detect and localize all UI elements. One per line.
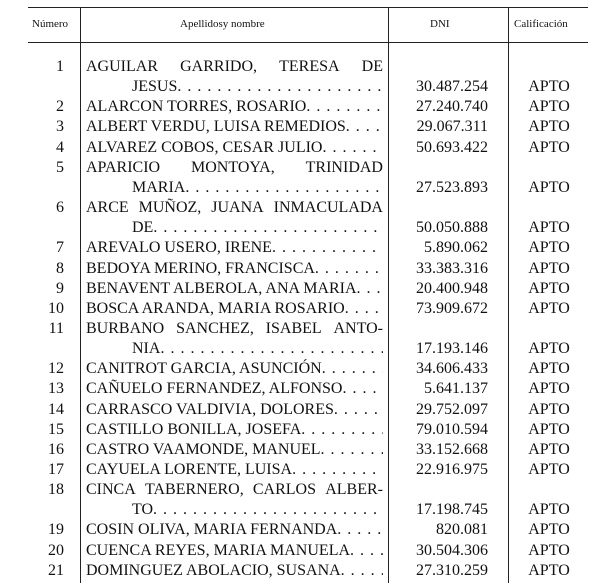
row-name-text: BEDOYA MERINO, FRANCISCA xyxy=(86,259,315,277)
leader-dots xyxy=(177,77,383,97)
row-name-line: APARICIO MONTOYA, TRINIDAD xyxy=(86,158,383,176)
leader-dots xyxy=(350,541,383,561)
leader-dots xyxy=(342,379,383,399)
table-header-rule xyxy=(28,42,588,43)
row-dni: 79.010.594 xyxy=(416,420,488,438)
row-calificacion: APTO xyxy=(528,138,570,156)
row-calificacion: APTO xyxy=(528,98,570,116)
row-calificacion: APTO xyxy=(528,380,570,398)
row-calificacion: APTO xyxy=(528,299,570,317)
row-dni: 33.152.668 xyxy=(416,440,488,458)
row-name-text: CASTILLO BONILLA, JOSEFA xyxy=(86,420,302,438)
leader-dots xyxy=(321,440,383,460)
row-name-line xyxy=(86,218,383,238)
leader-dots xyxy=(357,279,383,299)
row-name-text: NIA xyxy=(132,340,161,358)
header-numero: Número xyxy=(32,18,69,30)
row-number: 15 xyxy=(48,420,64,438)
row-calificacion: APTO xyxy=(528,440,570,458)
row-name-line xyxy=(86,279,383,299)
row-dni: 5.890.062 xyxy=(424,239,488,257)
row-number: 10 xyxy=(48,299,64,317)
row-dni: 73.909.672 xyxy=(416,299,488,317)
leader-dots xyxy=(337,520,383,540)
row-number: 13 xyxy=(48,380,64,398)
row-calificacion: APTO xyxy=(528,239,570,257)
row-name-text: CAÑUELO FERNANDEZ, ALFONSO xyxy=(86,380,343,398)
row-name-line xyxy=(86,339,383,359)
row-name-line xyxy=(86,117,383,137)
row-name-line xyxy=(86,138,383,158)
row-name-text: MARIA xyxy=(132,178,186,196)
row-calificacion: APTO xyxy=(528,360,570,378)
row-dni: 17.198.745 xyxy=(416,501,488,519)
row-number: 7 xyxy=(56,239,64,257)
row-name-line xyxy=(86,77,383,97)
row-name-line xyxy=(86,379,383,399)
row-number: 3 xyxy=(56,118,64,136)
row-name-text: DE xyxy=(132,219,154,237)
row-number: 14 xyxy=(48,400,64,418)
row-name-line xyxy=(86,500,383,520)
leader-dots xyxy=(153,500,383,520)
row-calificacion: APTO xyxy=(528,420,570,438)
row-number: 17 xyxy=(48,461,64,478)
row-calificacion: APTO xyxy=(528,279,570,297)
leader-dots xyxy=(306,97,383,117)
row-dni: 29.752.097 xyxy=(416,400,488,418)
row-number: 4 xyxy=(56,138,64,156)
row-name-text: AREVALO USERO, IRENE xyxy=(86,239,272,257)
row-number: 8 xyxy=(56,259,64,277)
row-name-text: ALARCON TORRES, ROSARIO xyxy=(86,98,307,116)
leader-dots xyxy=(292,460,383,480)
row-number: 12 xyxy=(48,360,64,378)
row-name-line xyxy=(86,400,383,420)
row-name-text: BENAVENT ALBEROLA, ANA MARIA xyxy=(86,279,357,297)
row-name-line xyxy=(86,359,383,379)
row-dni: 29.067.311 xyxy=(416,118,488,136)
row-number: 19 xyxy=(48,521,64,539)
column-divider xyxy=(80,7,81,583)
row-name-line xyxy=(86,541,383,561)
row-name-text: ALBERT VERDU, LUISA REMEDIOS xyxy=(86,118,346,136)
row-name-text: CUENCA REYES, MARIA MANUELA xyxy=(86,541,351,559)
row-name-text: CANITROT GARCIA, ASUNCIÓN xyxy=(86,360,322,378)
row-calificacion: APTO xyxy=(528,118,570,136)
row-calificacion: APTO xyxy=(528,501,570,519)
leader-dots xyxy=(322,138,383,158)
leader-dots xyxy=(153,218,383,238)
row-name-line xyxy=(86,561,383,581)
row-calificacion: APTO xyxy=(528,521,570,539)
row-calificacion: APTO xyxy=(528,178,570,196)
row-number: 1 xyxy=(56,58,64,75)
leader-dots xyxy=(185,178,383,198)
row-name-text: JESUS xyxy=(132,78,178,96)
row-number: 20 xyxy=(48,541,64,559)
leader-dots xyxy=(322,359,383,379)
row-dni: 27.240.740 xyxy=(416,98,488,116)
row-name-text: ALVAREZ COBOS, CESAR JULIO xyxy=(86,138,323,156)
row-name-line xyxy=(86,238,383,258)
leader-dots xyxy=(272,238,383,258)
row-number: 6 xyxy=(56,199,64,217)
row-dni: 17.193.146 xyxy=(416,340,488,358)
row-dni: 33.383.316 xyxy=(416,259,488,277)
row-name-text: COSIN OLIVA, MARIA FERNANDA xyxy=(86,521,338,539)
row-dni: 820.081 xyxy=(436,521,488,539)
leader-dots xyxy=(315,259,383,279)
row-dni: 50.693.422 xyxy=(416,138,488,156)
row-name-text: DOMINGUEZ ABOLACIO, SUSANA xyxy=(86,561,341,579)
row-name-line: CINCA TABERNERO, CARLOS ALBER- xyxy=(86,481,383,499)
row-number: 11 xyxy=(48,319,64,337)
row-dni: 30.504.306 xyxy=(416,541,488,559)
row-name-line xyxy=(86,259,383,279)
row-number: 18 xyxy=(48,481,64,499)
leader-dots xyxy=(301,420,383,440)
header-calificacion: Calificación xyxy=(514,18,568,30)
leader-dots xyxy=(341,561,383,581)
row-name-line xyxy=(86,299,383,319)
leader-dots xyxy=(160,339,383,359)
row-dni: 30.487.254 xyxy=(416,78,488,96)
leader-dots xyxy=(345,299,383,319)
row-name-line xyxy=(86,440,383,460)
row-name-line xyxy=(86,460,383,480)
header-nombre: Apellidosy nombre xyxy=(180,18,265,30)
row-dni: 22.916.975 xyxy=(416,461,488,478)
row-dni: 34.606.433 xyxy=(416,360,488,378)
row-dni: 27.310.259 xyxy=(416,561,488,579)
row-name-line: AGUILAR GARRIDO, TERESA DE xyxy=(86,58,383,75)
row-number: 5 xyxy=(56,158,64,176)
row-number: 9 xyxy=(56,279,64,297)
leader-dots xyxy=(334,400,383,420)
row-dni: 5.641.137 xyxy=(424,380,488,398)
header-dni: DNI xyxy=(430,18,450,30)
row-calificacion: APTO xyxy=(528,461,570,478)
row-calificacion: APTO xyxy=(528,259,570,277)
row-number: 21 xyxy=(48,561,64,579)
row-name-text: BOSCA ARANDA, MARIA ROSARIO xyxy=(86,299,345,317)
row-dni: 20.400.948 xyxy=(416,279,488,297)
row-name-line xyxy=(86,97,383,117)
row-name-text: CASTRO VAAMONDE, MANUEL xyxy=(86,440,321,458)
row-number: 2 xyxy=(56,98,64,116)
row-name-line xyxy=(86,520,383,540)
row-name-line: ARCE MUÑOZ, JUANA INMACULADA xyxy=(86,199,383,217)
row-name-text: TO xyxy=(132,501,154,519)
row-dni: 27.523.893 xyxy=(416,178,488,196)
row-calificacion: APTO xyxy=(528,340,570,358)
row-name-line xyxy=(86,178,383,198)
row-calificacion: APTO xyxy=(528,219,570,237)
row-calificacion: APTO xyxy=(528,541,570,559)
row-name-text: CAYUELA LORENTE, LUISA xyxy=(86,461,293,478)
row-calificacion: APTO xyxy=(528,78,570,96)
row-calificacion: APTO xyxy=(528,400,570,418)
row-calificacion: APTO xyxy=(528,561,570,579)
row-number: 16 xyxy=(48,440,64,458)
row-name-line: BURBANO SANCHEZ, ISABEL ANTO- xyxy=(86,319,383,337)
table-top-rule xyxy=(28,7,588,8)
row-dni: 50.050.888 xyxy=(416,219,488,237)
row-name-text: CARRASCO VALDIVIA, DOLORES xyxy=(86,400,334,418)
leader-dots xyxy=(346,117,383,137)
row-name-line xyxy=(86,420,383,440)
column-divider xyxy=(508,7,509,583)
